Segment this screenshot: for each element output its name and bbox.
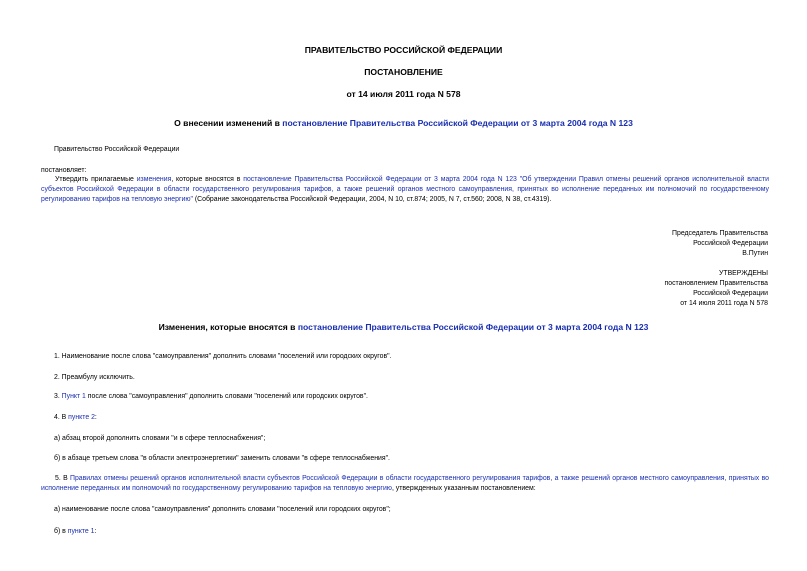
item-3-num: 3. <box>54 393 62 400</box>
item-2: 2. Преамбулу исключить. <box>54 374 135 381</box>
approved-line-2: постановлением Правительства <box>664 280 768 287</box>
document-type: ПОСТАНОВЛЕНИЕ <box>364 67 443 77</box>
government-line: Правительство Российской Федерации <box>54 146 180 153</box>
p1-text-a: Утвердить прилагаемые <box>55 176 137 183</box>
item-4b: б) в абзаце третьем слова "в области электроэнергетики" заменить словами "в сфере теплоснабжения". <box>54 455 390 462</box>
government-header: ПРАВИТЕЛЬСТВО РОССИЙСКОЙ ФЕДЕРАЦИИ <box>304 45 503 55</box>
item-4-num: 4. В <box>54 414 69 421</box>
item-4-link[interactable]: пункте 2 <box>68 414 95 421</box>
item-1: 1. Наименование после слова "самоуправления" дополнить словами "поселений или городских округов". <box>54 353 392 360</box>
item-5 <box>41 474 769 494</box>
changes-title-link[interactable]: постановление Правительства Российской Федерации от 3 марта 2004 года N 123 <box>297 322 649 332</box>
item-5-link[interactable]: Правилах отмены решений органов исполнительной власти субъектов Российской Федерации в области государственного регулирования тарифов, а также решений органов местного самоуправления, принятых во исполнение переданных им полномочий по государственному регулированию тарифов на тепловую энергию <box>41 475 769 492</box>
p1-link-changes[interactable]: изменения <box>136 176 172 183</box>
item-5b-prefix: б) в <box>54 528 68 535</box>
signature-line-2: Российской Федерации <box>693 240 768 247</box>
signature-block <box>500 229 768 259</box>
item-4-rest: : <box>94 414 97 421</box>
p1-text-c: (Собрание законодательства Российской Федерации, 2004, N 10, ст.874; 2005, N 7, ст.560; 2008, N 38, ст.4319). <box>192 196 552 203</box>
title-link[interactable]: постановление Правительства Российской Федерации от 3 марта 2004 года N 123 <box>282 118 633 128</box>
p1-text-b: , которые вносятся в <box>171 176 244 183</box>
approved-line-4: от 14 июля 2011 года N 578 <box>680 300 768 307</box>
changes-title-prefix: Изменения, которые вносятся в <box>158 322 298 332</box>
resolves-line: постановляет: <box>41 167 87 174</box>
title-prefix: О внесении изменений в <box>174 118 283 128</box>
document-title <box>0 118 807 128</box>
item-3-rest: после слова "самоуправления" дополнить словами "поселений или городских округов". <box>85 393 368 400</box>
signature-line-3: В.Путин <box>742 250 768 257</box>
item-5-rest: , утвержденных указанным постановлением: <box>391 485 536 492</box>
item-5b <box>54 527 96 537</box>
approved-line-1: УТВЕРЖДЕНЫ <box>719 270 768 277</box>
item-4a: а) абзац второй дополнить словами "и в сфере теплоснабжения"; <box>54 435 266 442</box>
item-5a: а) наименование после слова "самоуправления" дополнить словами "поселений или городских округов"; <box>54 506 391 513</box>
paragraph-main <box>41 175 769 205</box>
approved-block <box>500 269 768 309</box>
item-5b-link[interactable]: пункте 1 <box>67 528 95 535</box>
item-3 <box>54 392 368 402</box>
signature-line-1: Председатель Правительства <box>672 230 768 237</box>
changes-title <box>0 322 807 332</box>
item-3-link[interactable]: Пункт 1 <box>61 393 86 400</box>
item-5b-rest: : <box>94 528 97 535</box>
item-5-num: 5. В <box>55 475 71 482</box>
p1-link-resolution[interactable]: постановление Правительства Российской Федерации от 3 марта 2004 года N 123 "Об утверждении Правил отмены решений органов исполнительной власти субъектов Российской Федерации в области государственного регулирования тарифов, а также решений органов местного самоуправления, принятых во исполнение переданных им полномочий по государственному регулированию тарифов на тепловую энергию" <box>41 176 769 203</box>
approved-line-3: Российской Федерации <box>693 290 768 297</box>
item-4 <box>54 413 97 423</box>
document-date-number: от 14 июля 2011 года N 578 <box>346 89 461 99</box>
